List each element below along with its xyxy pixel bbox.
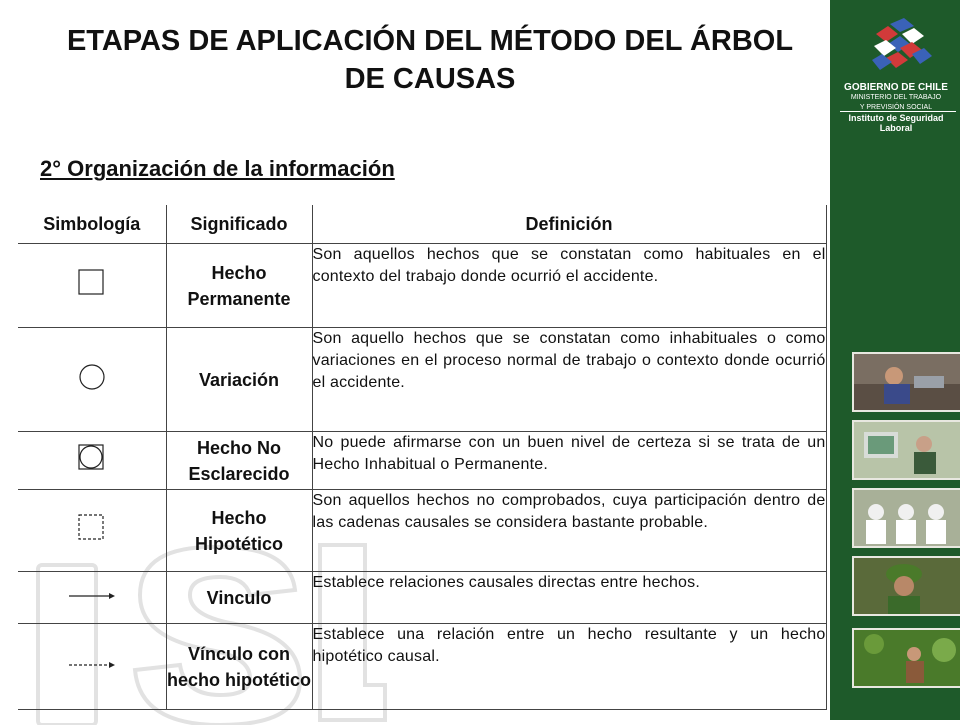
table-row [18, 328, 826, 432]
agricultural-worker-photo [852, 628, 960, 688]
table-row [18, 432, 826, 490]
institute-label: Instituto de Seguridad Laboral [848, 113, 944, 133]
circle-icon [77, 362, 107, 392]
chile-government-logo [858, 14, 938, 84]
government-label: GOBIERNO DE CHILE MINISTERIO DEL TRABAJO Y PREVISIÓN SOCIAL [844, 82, 948, 111]
dashed-arrow-icon [67, 659, 117, 671]
meaning-cell: Variación [166, 328, 312, 432]
section-subtitle: 2° Organización de la información [40, 156, 395, 181]
meaning-cell: Hecho Hipotético [166, 490, 312, 572]
symbol-cell [18, 572, 166, 624]
definition-cell: Son aquello hechos que se constatan como inhabituales o como variaciones en el proceso normal de trabajo o contexto donde ocurrió el accidente. [312, 328, 826, 432]
worker-with-helmet-photo [852, 556, 960, 616]
table-header-row [18, 205, 826, 244]
meaning-cell: Vinculo [166, 572, 312, 624]
symbol-cell [18, 624, 166, 710]
meaning-cell: Hecho Permanente [166, 244, 312, 328]
meaning-cell: Hecho No Esclarecido [166, 432, 312, 490]
header-meaning: Significado [166, 205, 312, 244]
table-row [18, 624, 826, 710]
food-workers-photo [852, 488, 960, 548]
symbol-cell [18, 244, 166, 328]
table-row [18, 490, 826, 572]
office-computer-photo [852, 420, 960, 480]
table-row [18, 244, 826, 328]
definition-cell: Establece una relación entre un hecho resultante y un hecho hipotético causal. [312, 624, 826, 710]
definition-cell: No puede afirmarse con un buen nivel de certeza si se trata de un Hecho Inhabitual o Permanente. [312, 432, 826, 490]
page-title: ETAPAS DE APLICACIÓN DEL MÉTODO DEL ÁRBOL DE CAUSAS [66, 25, 794, 95]
definition-cell: Son aquellos hechos no comprobados, cuya participación dentro de las cadenas causales se considera bastante probable. [312, 490, 826, 572]
worker-with-grinder-photo [852, 352, 960, 412]
header-definition: Definición [312, 205, 826, 244]
dashed-square-icon [77, 513, 107, 543]
table-row [18, 572, 826, 624]
symbol-cell [18, 490, 166, 572]
definition-cell: Establece relaciones causales directas entre hechos. [312, 572, 826, 624]
circle-in-square-icon [77, 443, 107, 473]
meaning-cell: Vínculo con hecho hipotético [166, 624, 312, 710]
symbology-table [18, 205, 827, 710]
solid-arrow-icon [67, 590, 117, 602]
square-icon [77, 268, 107, 298]
logo-divider [840, 111, 956, 112]
symbol-cell [18, 432, 166, 490]
symbol-cell [18, 328, 166, 432]
definition-cell: Son aquellos hechos que se constatan como habituales en el contexto del trabajo donde ocurrió el accidente. [312, 244, 826, 328]
header-symbology: Simbología [18, 205, 166, 244]
